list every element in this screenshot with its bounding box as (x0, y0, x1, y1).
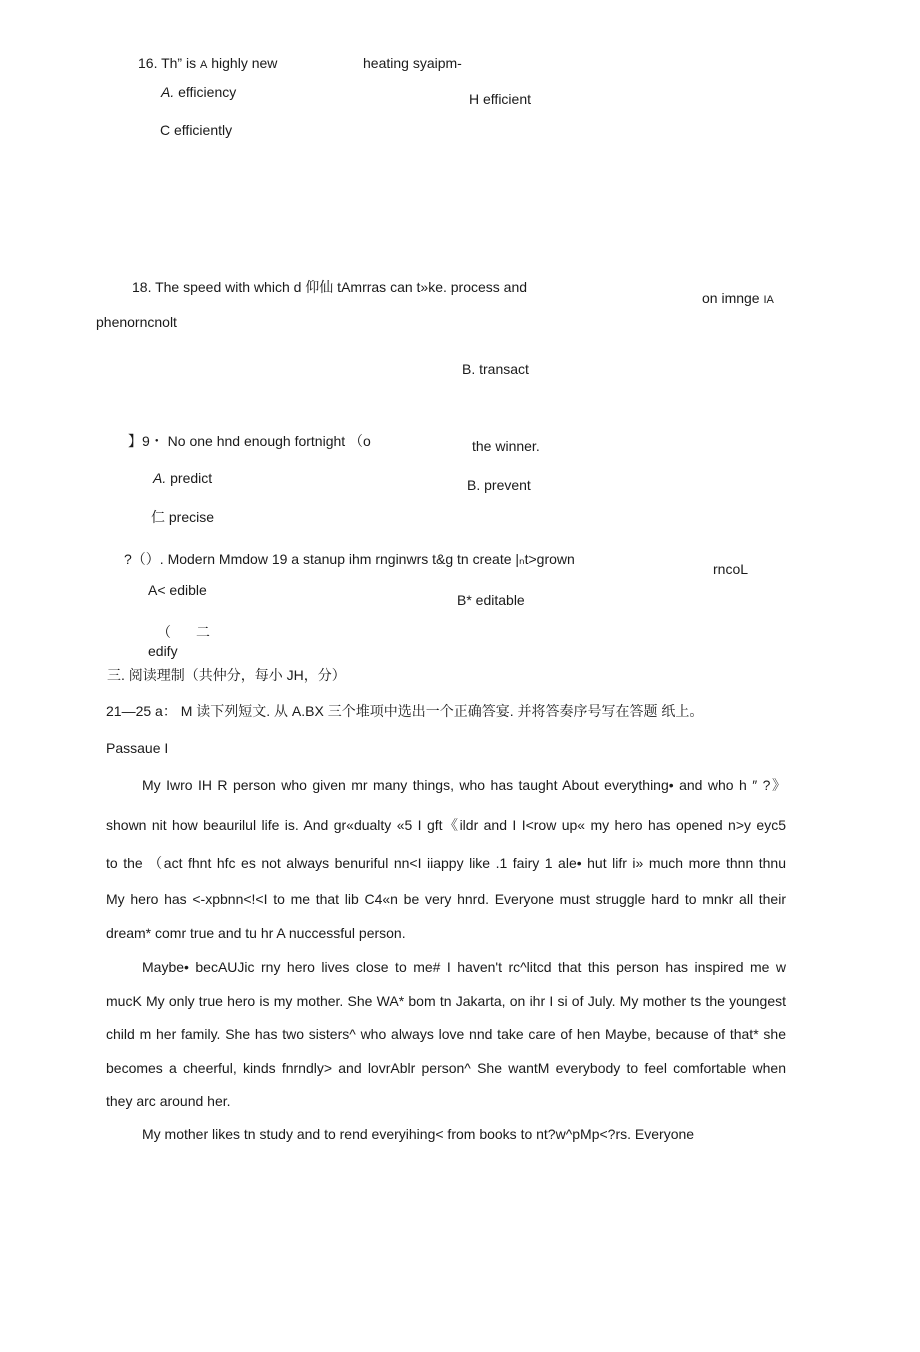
passage-paragraph-1 (106, 775, 786, 956)
q19-option-a-text: predict (166, 470, 213, 486)
q19-option-b: B. prevent (467, 477, 531, 493)
q20-option-b: B* editable (457, 592, 525, 608)
passage-line: to the （act fhnt hfc es not always benuriful nn<I iiappy like .1 fairy 1 ale• hut lifr i» much more thnn thnu (106, 855, 786, 871)
q18-option-b: B. transact (462, 361, 529, 377)
passage-line: they arc around her. (106, 1093, 231, 1109)
q19-stem-right: the winner. (472, 438, 540, 454)
passage-title: Passaue I (106, 740, 169, 756)
q20-option-c-dash: 二 (196, 624, 210, 640)
q20-option-a: A< edible (148, 582, 207, 598)
q18-stem-right-text: on imnge (702, 290, 764, 306)
passage-line: My mother likes tn study and to rend everyihing< from books to nt?w^pMp<?rs. Everyone (142, 1126, 695, 1142)
q16-stem-part: highly new (207, 55, 278, 71)
passage-line: shown nit how beaurilul life is. And gr«dualty «5 I gft《ildr and I I<row up« my hero has opened n>y eyc5 (106, 817, 786, 833)
passage-line: mucK My only true hero is my mother. She WA* bom tn Jakarta, on ihr I si of July. My mother ts the youngest (106, 992, 786, 1009)
q16-stem-part: 16. Th” is (138, 55, 200, 71)
q19-option-a-letter: A. (153, 470, 167, 486)
passage-line: child m her family. She has two sisters^ who always love nnd take care of hen Maybe, because of that* she (106, 1026, 786, 1042)
section-instruction: 21—25 a： M 读下列短文. 从 A.BX 三个堆项中选出一个正确答宴. 并将答奏序号写在答题 纸上。 (106, 703, 704, 719)
passage-line: becomes a cheerful, kinds fnrndly> and lovrAblr person^ She wantM everybody to feel comfortable when (106, 1059, 786, 1076)
q19-stem: 】9・ No one hnd enough fortnight （o (128, 433, 371, 449)
q16-option-c: C efficiently (160, 122, 233, 138)
q20-option-c-text: edify (148, 643, 178, 659)
passage-line: dream* comr true and tu hr A nuccessful person. (106, 924, 406, 941)
q18-stem-continuation: phenorncnolt (96, 314, 177, 330)
passage-paragraph-3 (106, 1124, 786, 1158)
q16-stem-right: heating syaipm- (363, 55, 462, 71)
q16-option-a-letter: A. (161, 84, 175, 100)
q16-option-a (161, 84, 236, 101)
section-heading: 三. 阅读理制（共仲分，每小 JH，分） (107, 667, 346, 683)
passage-paragraph-2 (106, 957, 786, 1125)
q19-option-c: 仁 precise (151, 509, 215, 525)
passage-line: My hero has <-xpbnn<!<I to me that lib C4«n be very hnrd. Everyone must struggle hard to mnkr all their (106, 891, 786, 907)
q16-stem (138, 55, 277, 72)
q16-option-a-text: efficiency (174, 84, 237, 100)
passage-line: Maybe• becAUJic rny hero lives close to me# I haven't rc^litcd that this person has inspired me w (142, 959, 786, 975)
q16-stem-small: A (200, 59, 208, 71)
q18-stem-right (702, 290, 774, 307)
q16-option-b: H efficient (469, 91, 531, 107)
q20-option-c-mark: （ (157, 624, 171, 640)
q20-stem: ?（）. Modern Mmdow 19 a stanup ihm rnginwrs t&g tn create |ₙt>grown (124, 551, 575, 567)
q20-stem-right: rncoL (713, 561, 749, 577)
q18-stem-right-small: IA (763, 294, 774, 306)
q18-stem: 18. The speed with which d 仰仙 tAmrras can t»ke. process and (132, 279, 528, 295)
q19-option-a (153, 470, 212, 487)
passage-line: My Iwro IH R person who given mr many things, who has taught About everything• and who h ″ ?》 (142, 777, 786, 793)
